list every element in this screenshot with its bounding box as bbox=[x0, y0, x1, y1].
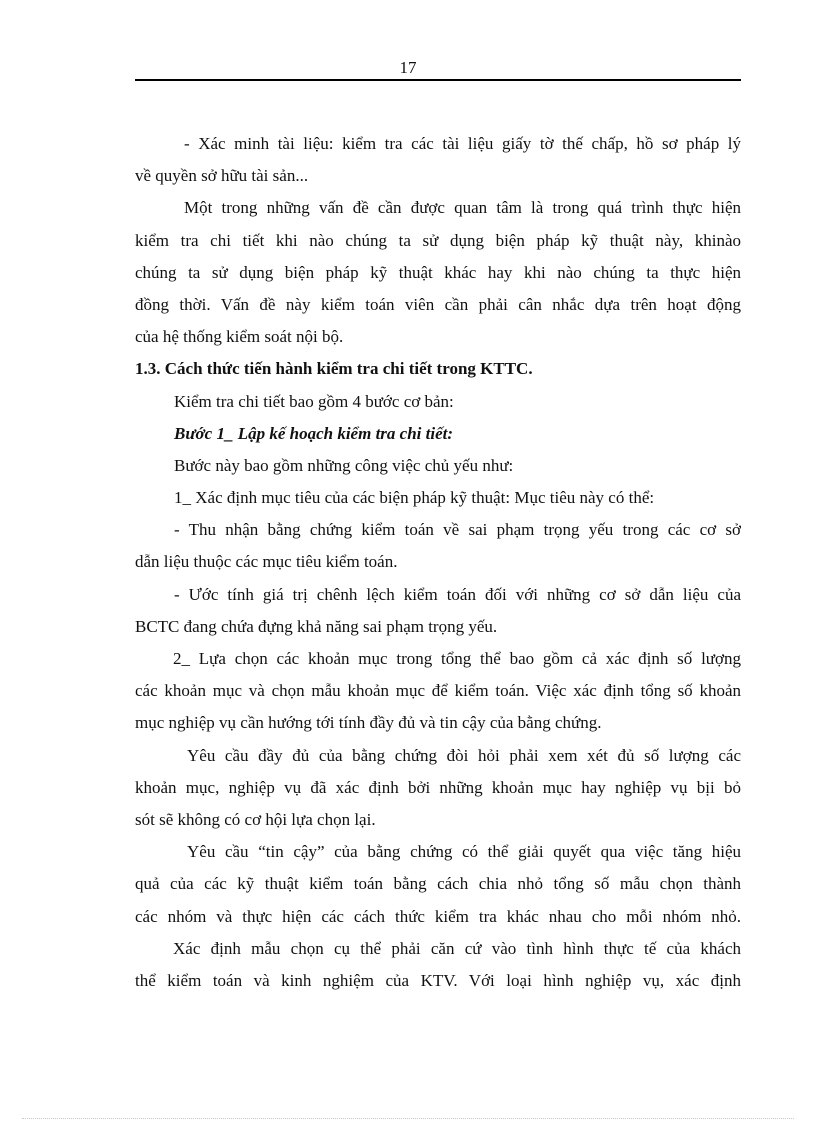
paragraph-line: BCTC đang chứa đựng khả năng sai phạm trọng yếu. bbox=[135, 616, 498, 636]
paragraph-line: các khoản mục và chọn mẫu khoản mục để kiểm toán. Việc xác định tổng số khoản bbox=[135, 681, 741, 701]
page-number: 17 bbox=[399, 58, 417, 77]
step-heading: Bước 1_ Lập kế hoạch kiểm tra chi tiết: bbox=[174, 423, 454, 443]
paragraph-line: Một trong những vấn đề cần được quan tâm là trong quá trình thực hiện bbox=[184, 198, 741, 218]
header-rule bbox=[135, 79, 741, 81]
section-heading: 1.3. Cách thức tiến hành kiểm tra chi tiết trong KTTC. bbox=[135, 359, 533, 379]
paragraph-line: khoản mục, nghiệp vụ đã xác định bởi những khoản mục hay nghiệp vụ bịi bỏ bbox=[135, 777, 741, 797]
paragraph-line: - Thu nhận bằng chứng kiểm toán về sai phạm trọng yếu trong các cơ sở bbox=[174, 520, 741, 540]
paragraph-line: dẫn liệu thuộc các mục tiêu kiểm toán. bbox=[135, 552, 398, 572]
paragraph-line: Bước này bao gồm những công việc chủ yếu như: bbox=[174, 455, 514, 475]
paragraph-line: các nhóm và thực hiện các cách thức kiểm tra khác nhau cho mỗi nhóm nhỏ. bbox=[135, 906, 741, 926]
document-body bbox=[135, 128, 741, 997]
paragraph-line: của hệ thống kiểm soát nội bộ. bbox=[135, 327, 344, 347]
paragraph-line: 2_ Lựa chọn các khoản mục trong tổng thể bao gồm cả xác định số lượng bbox=[173, 649, 741, 668]
paragraph-line: mục nghiệp vụ cần hướng tới tính đầy đủ và tin cậy của bằng chứng. bbox=[135, 713, 602, 733]
paragraph-line: về quyền sở hữu tài sản... bbox=[135, 166, 309, 186]
paragraph-line: - Xác minh tài liệu: kiểm tra các tài liệu giấy tờ thế chấp, hồ sơ pháp lý bbox=[184, 134, 741, 153]
paragraph-line: sót sẽ không có cơ hội lựa chọn lại. bbox=[135, 809, 376, 829]
paragraph-line: thể kiểm toán và kinh nghiệm của KTV. Với loại hình nghiệp vụ, xác định bbox=[135, 970, 741, 990]
paragraph-line: quả của các kỹ thuật kiểm toán bằng cách chia nhỏ tổng số mẫu chọn thành bbox=[135, 874, 741, 894]
paragraph-line: kiểm tra chi tiết khi nào chúng ta sử dụng biện pháp kỹ thuật này, khinào bbox=[135, 230, 741, 250]
paragraph-line: chúng ta sử dụng biện pháp kỹ thuật khác hay khi nào chúng ta thực hiện bbox=[135, 262, 741, 282]
paragraph-line: - Ước tính giá trị chênh lệch kiểm toán đối với những cơ sở dẫn liệu của bbox=[174, 584, 741, 604]
paragraph-line: Yêu cầu “tin cậy” của bằng chứng có thể giải quyết qua việc tăng hiệu bbox=[187, 842, 741, 862]
page-bottom-border bbox=[22, 1118, 794, 1119]
paragraph-line: đồng thời. Vấn đề này kiểm toán viên cần phải cân nhắc dựa trên hoạt động bbox=[135, 294, 741, 314]
paragraph-line: Yêu cầu đầy đủ của bằng chứng đòi hỏi phải xem xét đủ số lượng các bbox=[187, 745, 741, 765]
paragraph-line: Kiểm tra chi tiết bao gồm 4 bước cơ bản: bbox=[174, 391, 454, 411]
paragraph-line: 1_ Xác định mục tiêu của các biện pháp kỹ thuật: Mục tiêu này có thể: bbox=[174, 488, 655, 508]
paragraph-line: Xác định mẫu chọn cụ thể phải căn cứ vào tình hình thực tế của khách bbox=[173, 938, 741, 958]
